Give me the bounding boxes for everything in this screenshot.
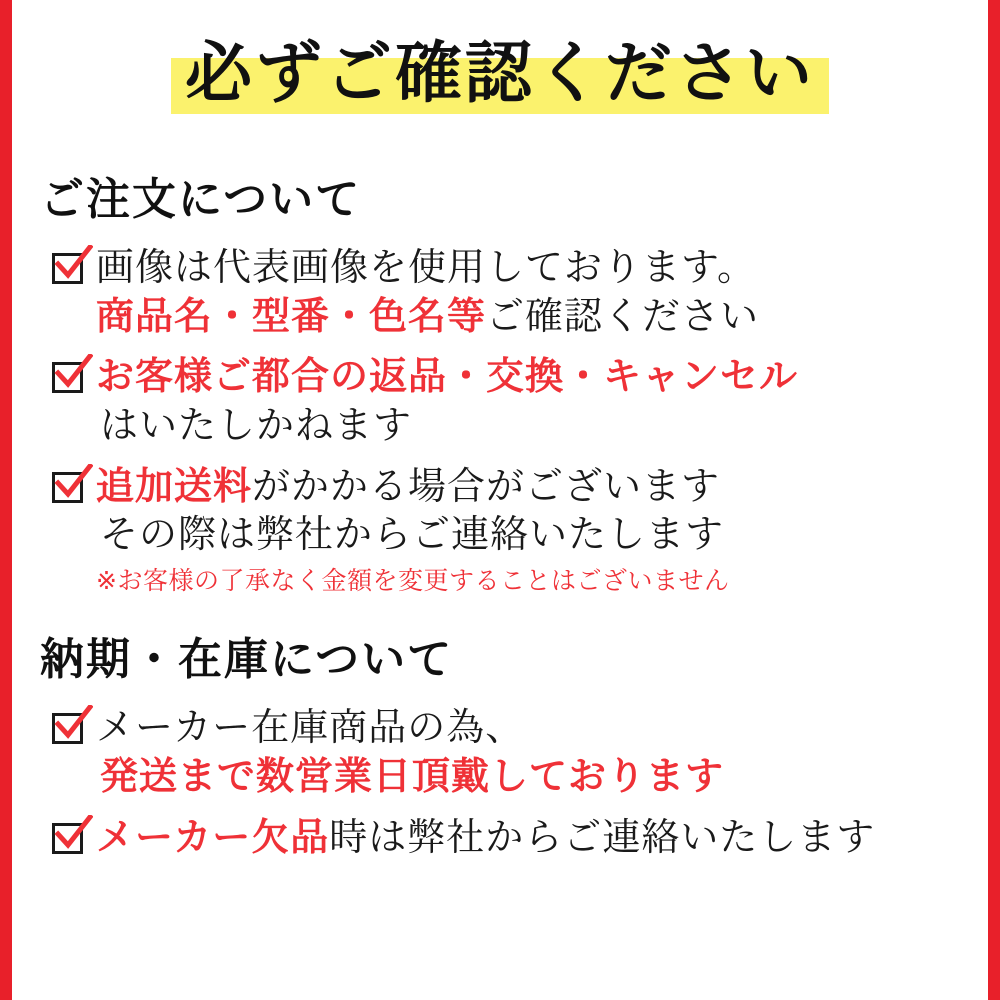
list-line: その際は弊社からご連絡いたします — [100, 512, 725, 557]
page-title-wrap — [12, 0, 988, 117]
list-line: 画像は代表画像を使用しております。 — [96, 245, 756, 289]
checkbox-checked-icon — [50, 468, 90, 508]
checkbox-checked-icon — [50, 709, 90, 749]
list-line: メーカー在庫商品の為、 — [96, 705, 525, 750]
page-title — [171, 34, 829, 117]
notice-page — [12, 0, 988, 1000]
list-line-red-part: 商品名・型番・色名等 — [96, 293, 487, 338]
list-item — [50, 801, 988, 862]
list-line-red-part: 追加送料 — [96, 463, 253, 508]
list-line-red-part: メーカー欠品 — [96, 814, 330, 859]
section-heading-order: ご注文について — [40, 174, 362, 225]
list-item-note: ※お客様の了承なく金額を変更することはございません — [96, 565, 730, 595]
list-line-black-part: がかかる場合がございます — [252, 463, 721, 508]
list-item-lines — [96, 462, 988, 598]
right-red-border — [988, 0, 1000, 1000]
list-item-lines — [96, 703, 988, 800]
list-line-black-part: 時は弊社からご連絡いたします — [329, 814, 876, 859]
list-item — [50, 450, 988, 598]
list-line: お客様ご都合の返品・交換・キャンセル — [96, 354, 799, 399]
page-title-text: 必ずご確認ください — [185, 34, 815, 112]
list-line — [96, 813, 988, 862]
list-line — [96, 292, 988, 341]
list-item — [50, 231, 988, 340]
list-line-black-part: ご確認ください — [486, 293, 760, 338]
list-item-lines — [96, 352, 988, 449]
list-line — [96, 462, 988, 511]
checkbox-checked-icon — [50, 819, 90, 859]
left-red-border — [0, 0, 12, 1000]
list-item-lines — [96, 243, 988, 340]
list-item — [50, 691, 988, 800]
list-line: 発送まで数営業日頂戴しております — [100, 753, 725, 798]
checkbox-checked-icon — [50, 249, 90, 289]
list-item-lines — [96, 813, 988, 862]
list-line: はいたしかねます — [100, 402, 413, 447]
checkbox-checked-icon — [50, 358, 90, 398]
list-item — [50, 340, 988, 449]
section-heading-delivery: 納期・在庫について — [40, 634, 454, 686]
